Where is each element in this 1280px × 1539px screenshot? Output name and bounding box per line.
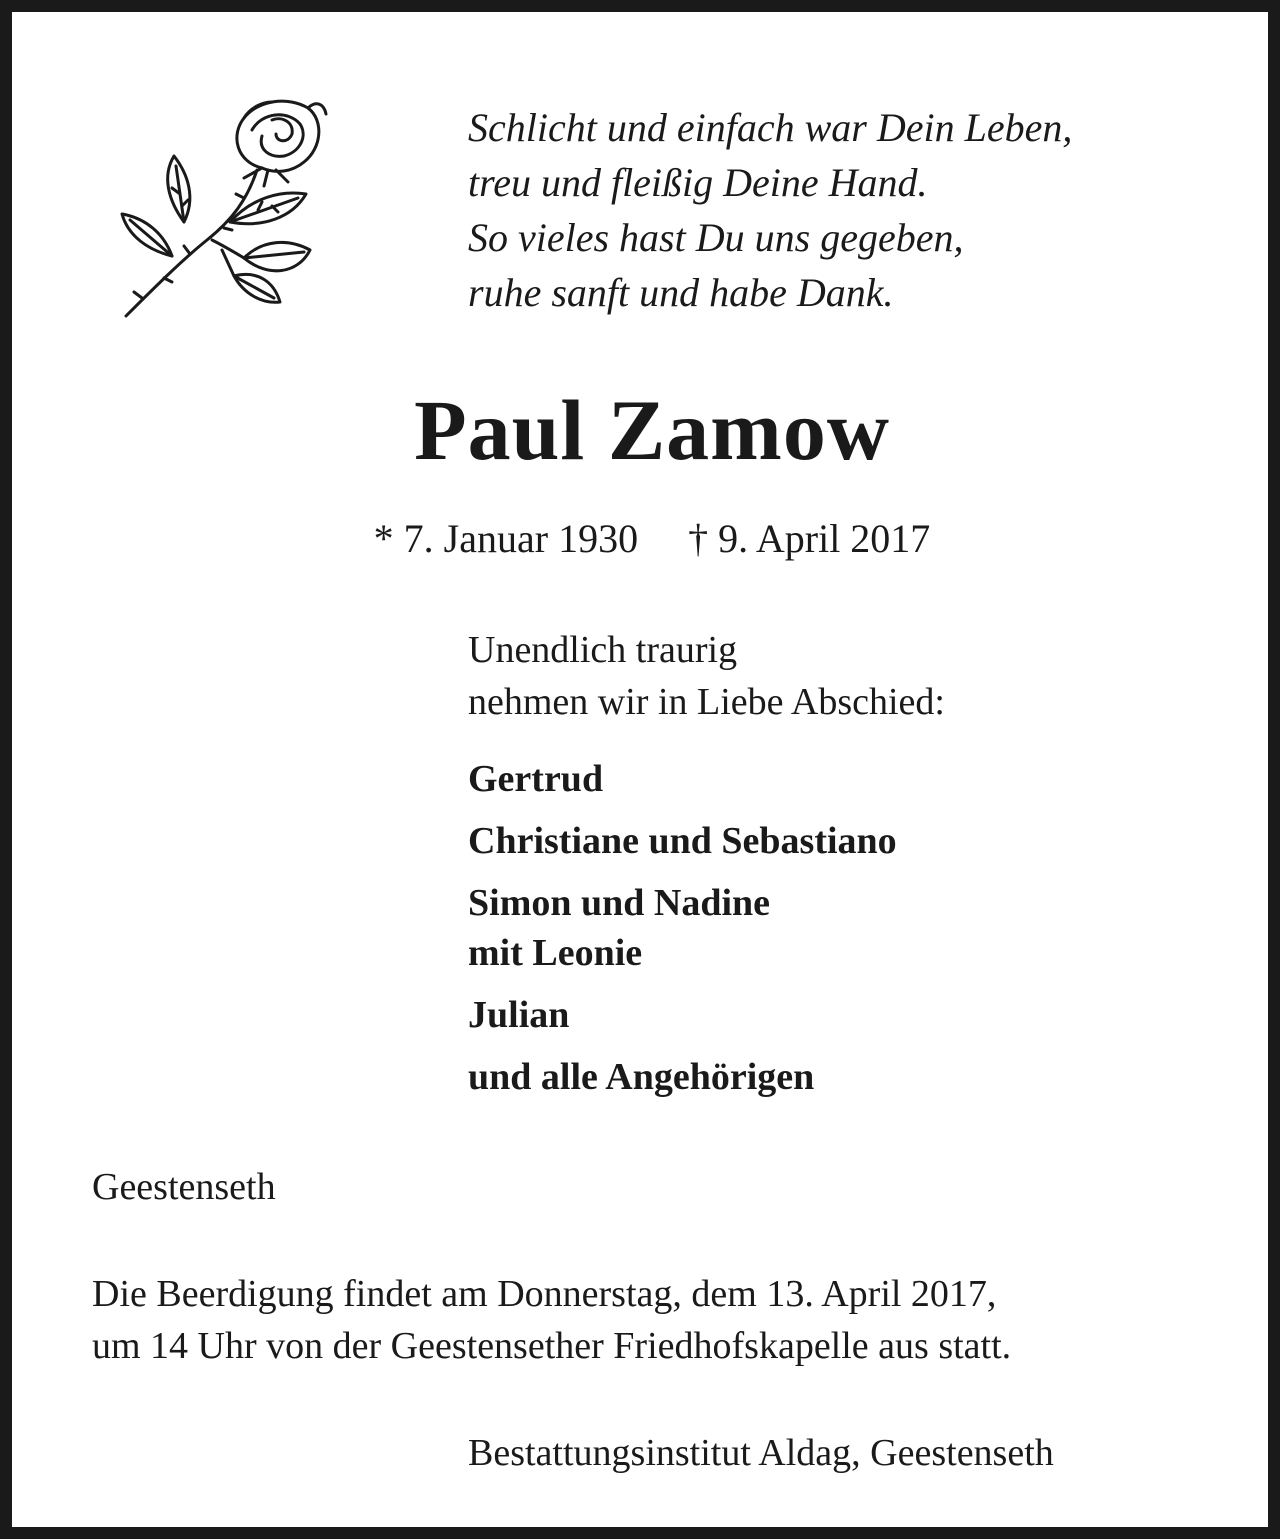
funeral-info [92,1268,1011,1372]
funeral-line: Die Beerdigung findet am Donnerstag, dem 13. April 2017, [92,1273,997,1315]
rose-icon [112,90,332,322]
family-member: mit Leonie [468,932,643,974]
poem-line: treu und fleißig Deine Hand. [468,160,928,205]
family-member: Gertrud [468,758,604,800]
birth-date: * 7. Januar 1930 [373,516,639,561]
funeral-line: um 14 Uhr von der Geestensether Friedhofskapelle aus statt. [92,1325,1012,1367]
family-list [468,754,897,1102]
family-member: Julian [468,994,570,1036]
intro-line: nehmen wir in Liebe Abschied: [468,681,945,723]
poem [468,100,1072,320]
place: Geestenseth [92,1166,276,1208]
deceased-name: Paul Zamow [414,382,890,478]
poem-line: Schlicht und einfach war Dein Leben, [468,105,1073,150]
death-date: † 9. April 2017 [688,516,931,561]
life-dates [12,514,1280,564]
family-member: Christiane und Sebastiano [468,820,897,862]
mourning-intro [468,624,945,728]
family-member: Simon und Nadine [468,882,771,924]
undertaker: Bestattungsinstitut Aldag, Geestenseth [468,1432,1054,1474]
poem-line: So vieles hast Du uns gegeben, [468,215,964,260]
family-member: und alle Angehörigen [468,1056,815,1098]
poem-line: ruhe sanft und habe Dank. [468,270,894,315]
intro-line: Unendlich traurig [468,629,738,671]
